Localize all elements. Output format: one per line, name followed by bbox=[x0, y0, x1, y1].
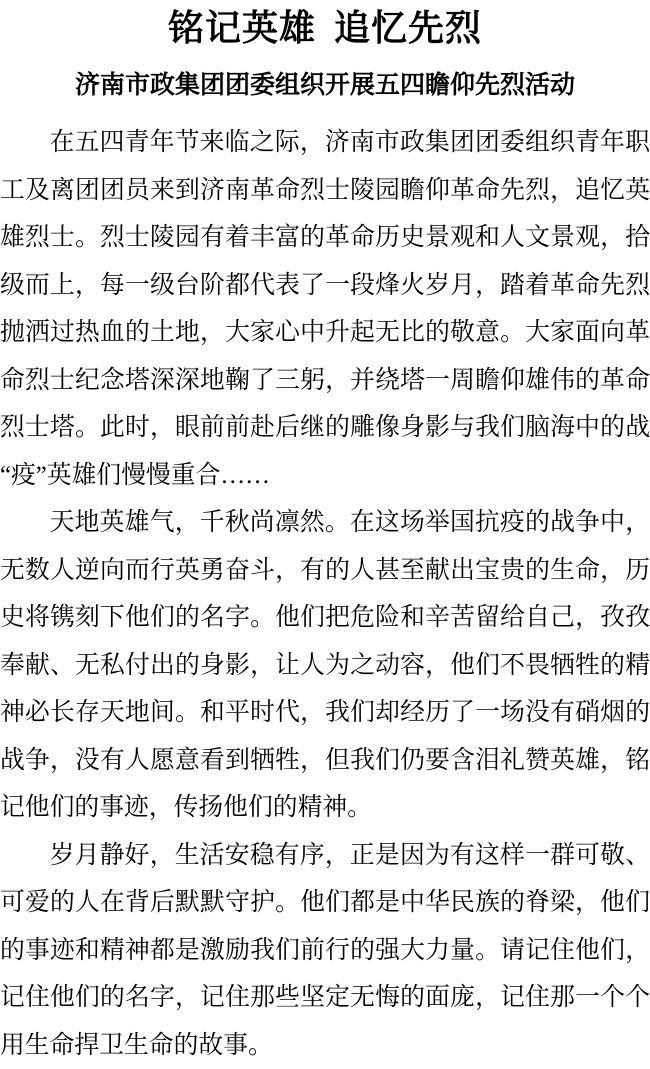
paragraph-2: 天地英雄气，千秋尚凛然。在这场举国抗疫的战争中，无数人逆向而行英勇奋斗，有的人甚至献出宝贵的生命，历史将镌刻下他们的名字。他们把危险和辛苦留给自己，孜孜奉献、无私付出的身影，让人为之动容，他们不畏牺牲的精神必长存天地间。和平时代，我们却经历了一场没有硝烟的战争，没有人愿意看到牺牲，但我们仍要含泪礼赞英雄，铭记他们的事迹，传扬他们的精神。 bbox=[0, 499, 650, 832]
document-page bbox=[0, 6, 650, 1067]
paragraph-3: 岁月静好，生活安稳有序，正是因为有这样一群可敬、可爱的人在背后默默守护。他们都是中华民族的脊梁，他们的事迹和精神都是激励我们前行的强大力量。请记住他们，记住他们的名字，记住那些坚定无悔的面庞，记住那一个个用生命捍卫生命的故事。 bbox=[0, 832, 650, 1069]
paragraph-1: 在五四青年节来临之际，济南市政集团团委组织青年职工及离团团员来到济南革命烈士陵园瞻仰革命先烈，追忆英雄烈士。烈士陵园有着丰富的革命历史景观和人文景观，拾级而上，每一级台阶都代表了一段烽火岁月，踏着革命先烈抛洒过热血的土地，大家心中升起无比的敬意。大家面向革命烈士纪念塔深深地鞠了三躬，并绕塔一周瞻仰雄伟的革命烈士塔。此时，眼前前赴后继的雕像身影与我们脑海中的战“疫”英雄们慢慢重合…… bbox=[0, 119, 650, 499]
document-body bbox=[0, 119, 650, 1069]
document-title: 铭记英雄 追忆先烈 bbox=[0, 6, 650, 50]
document-subtitle: 济南市政集团团委组织开展五四瞻仰先烈活动 bbox=[0, 70, 650, 101]
